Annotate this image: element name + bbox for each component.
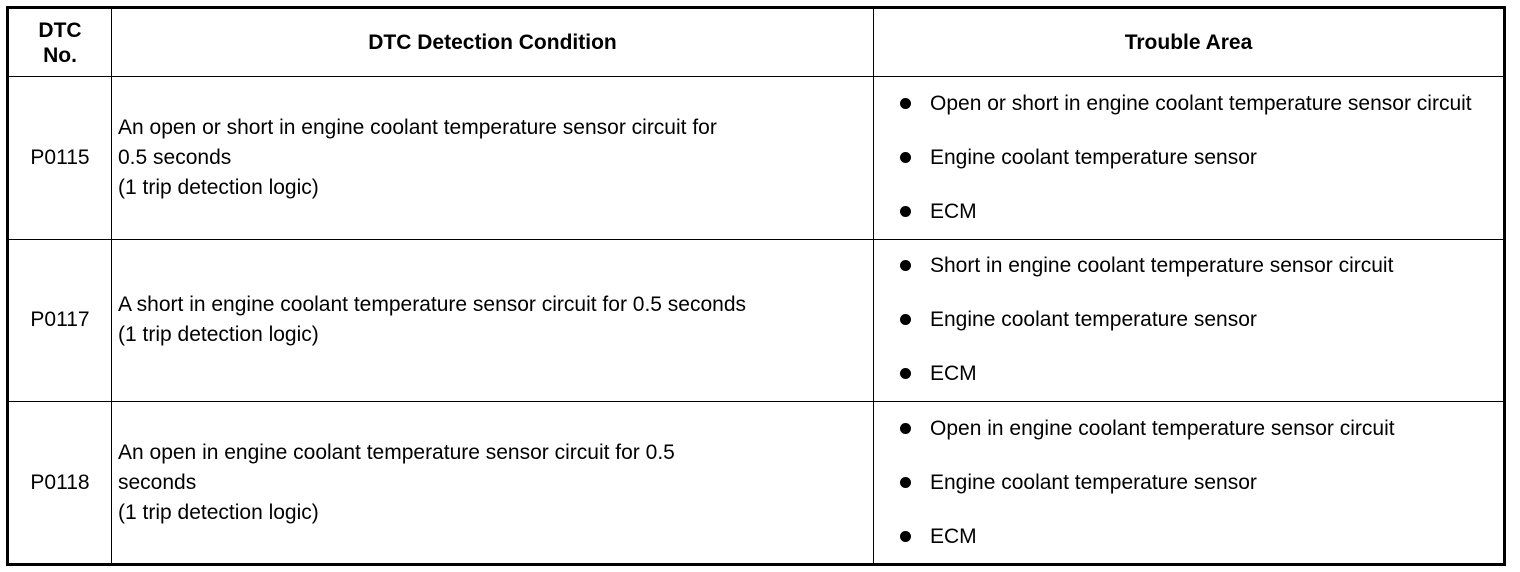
trouble-area-list (900, 251, 1497, 389)
condition-line: (1 trip detection logic) (118, 500, 319, 524)
trouble-area-text: Engine coolant temperature sensor (930, 145, 1257, 169)
list-item (900, 251, 1497, 281)
dtc-code: P0117 (8, 239, 112, 402)
condition-line: (1 trip detection logic) (118, 175, 319, 199)
list-item (900, 468, 1497, 498)
trouble-area-text: ECM (930, 199, 977, 223)
list-item (900, 414, 1497, 444)
header-trouble-area: Trouble Area (874, 8, 1505, 77)
dtc-table (6, 6, 1506, 566)
bullet-icon (900, 531, 911, 542)
list-item (900, 522, 1497, 552)
trouble-area-text: Engine coolant temperature sensor (930, 470, 1257, 494)
bullet-icon (900, 423, 911, 434)
bullet-icon (900, 260, 911, 271)
header-row (8, 8, 1505, 77)
bullet-icon (900, 477, 911, 488)
bullet-icon (900, 368, 911, 379)
condition-line: An open in engine coolant temperature sensor circuit for 0.5 (118, 440, 675, 464)
trouble-area-cell (874, 239, 1505, 402)
dtc-code: P0118 (8, 402, 112, 565)
detection-condition (112, 402, 874, 565)
condition-line: A short in engine coolant temperature sensor circuit for 0.5 seconds (118, 293, 747, 317)
bullet-icon (900, 206, 911, 217)
table-row (8, 239, 1505, 402)
bullet-icon (900, 152, 911, 163)
condition-line: seconds (118, 470, 197, 494)
trouble-area-text: Short in engine coolant temperature sensor circuit (930, 254, 1394, 278)
condition-line: (1 trip detection logic) (118, 323, 319, 347)
bullet-icon (900, 98, 911, 109)
trouble-area-text: ECM (930, 362, 977, 386)
trouble-area-list (900, 89, 1497, 227)
list-item (900, 359, 1497, 389)
trouble-area-text: ECM (930, 524, 977, 548)
dtc-code: P0115 (8, 77, 112, 240)
table-row (8, 77, 1505, 240)
bullet-icon (900, 314, 911, 325)
list-item (900, 143, 1497, 173)
trouble-area-text: Open or short in engine coolant temperature sensor circuit (930, 91, 1472, 115)
list-item (900, 89, 1497, 119)
detection-condition (112, 77, 874, 240)
trouble-area-text: Open in engine coolant temperature sensor circuit (930, 416, 1395, 440)
trouble-area-cell (874, 402, 1505, 565)
header-dtc-no: DTC No. (8, 8, 112, 77)
list-item (900, 197, 1497, 227)
condition-line: An open or short in engine coolant temperature sensor circuit for (118, 115, 717, 139)
header-condition: DTC Detection Condition (112, 8, 874, 77)
detection-condition (112, 239, 874, 402)
trouble-area-list (900, 414, 1497, 552)
trouble-area-cell (874, 77, 1505, 240)
trouble-area-text: Engine coolant temperature sensor (930, 308, 1257, 332)
condition-line: 0.5 seconds (118, 145, 232, 169)
table-row (8, 402, 1505, 565)
list-item (900, 305, 1497, 335)
